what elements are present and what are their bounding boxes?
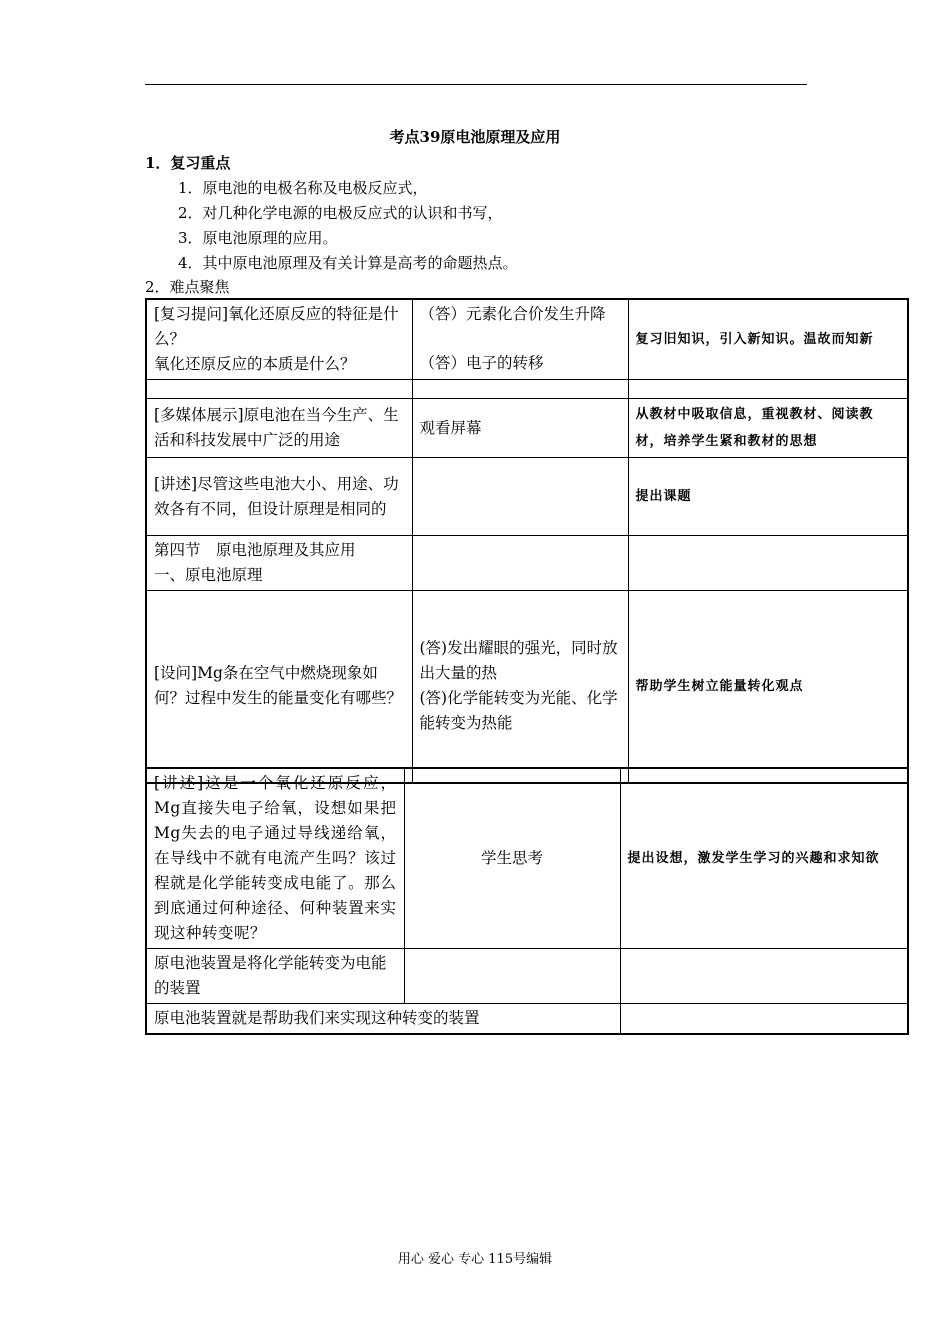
table-cell: 原电池装置是将化学能转变为电能的装置 [146,949,404,1004]
section-heading-difficulties: 2．难点聚焦 [145,278,230,296]
table-cell [412,299,628,380]
table-cell [628,536,908,591]
table-row [146,768,908,949]
table-row [146,399,908,458]
table-cell: [设问]Mg条在空气中燃烧现象如何？过程中发生的能量变化有哪些？ [146,591,412,783]
table-cell [412,591,628,783]
table-cell: [多媒体展示]原电池在当今生产、生活和科技发展中广泛的用途 [146,399,412,458]
table-row [146,1004,908,1035]
section-heading-review: 1．复习重点 [145,154,231,172]
cell-text: [复习提问]氧化还原反应的特征是什么？ [154,305,399,348]
table-row [146,380,908,399]
table-cell [412,380,628,399]
cell-text: （答）电子的转移 [419,354,544,372]
table-row [146,536,908,591]
table-cell [412,536,628,591]
table-cell-note: 复习旧知识，引入新知识。温故而知新 [628,299,908,380]
cell-text: 一、原电池原理 [154,566,263,584]
list-item: 4．其中原电池原理及有关计算是高考的命题热点。 [178,254,518,272]
table-cell-note: 提出设想，激发学生学习的兴趣和求知欲 [620,768,908,949]
table-row [146,299,908,380]
header-rule [145,84,807,85]
cell-text: (答)发出耀眼的强光，同时放出大量的热 [419,639,618,683]
list-item: 3．原电池原理的应用。 [178,229,338,247]
table-row [146,949,908,1004]
cell-text: 氧化还原反应的本质是什么？ [154,355,356,373]
table-row [146,591,908,783]
table-cell: [讲述]尽管这些电池大小、用途、功效各有不同，但设计原理是相同的 [146,458,412,536]
table-cell: [讲述]这是一个氧化还原反应，Mg直接失电子给氧，设想如果把Mg失去的电子通过导线递给氧，在导线中不就有电流产生吗？该过程就是化学能转变成电能了。那么到底通过何种途径、何种装置来实现这种转变呢？ [146,768,404,949]
table-cell [620,949,908,1004]
table-row [146,458,908,536]
table-cell-note: 帮助学生树立能量转化观点 [628,591,908,783]
cell-text: (答)化学能转变为光能、化学能转变为热能 [419,689,618,733]
table-cell [404,949,620,1004]
cell-text: 第四节 原电池原理及其应用 [154,541,356,559]
list-item: 2．对几种化学电源的电极反应式的认识和书写， [178,204,503,222]
page-title: 考点39原电池原理及应用 [389,128,561,146]
table-cell-note: 从教材中吸取信息，重视教材、阅读教材，培养学生紧和教材的思想 [628,399,908,458]
table-cell: 原电池装置就是帮助我们来实现这种转变的装置 [146,1004,620,1035]
table-cell-note: 提出课题 [628,458,908,536]
lesson-table-2 [145,767,909,1035]
table-cell: 观看屏幕 [412,399,628,458]
table-cell [146,299,412,380]
table-cell [412,458,628,536]
table-cell [620,1004,908,1035]
table-cell [628,380,908,399]
list-item: 1．原电池的电极名称及电极反应式， [178,179,428,197]
table-cell [146,380,412,399]
cell-text: （答）元素化合价发生升降 [419,305,606,323]
lesson-table-1 [145,298,909,784]
table-cell: 学生思考 [404,768,620,949]
table-cell [146,536,412,591]
page-footer: 用心 爱心 专心 115号编辑 [397,1252,553,1267]
